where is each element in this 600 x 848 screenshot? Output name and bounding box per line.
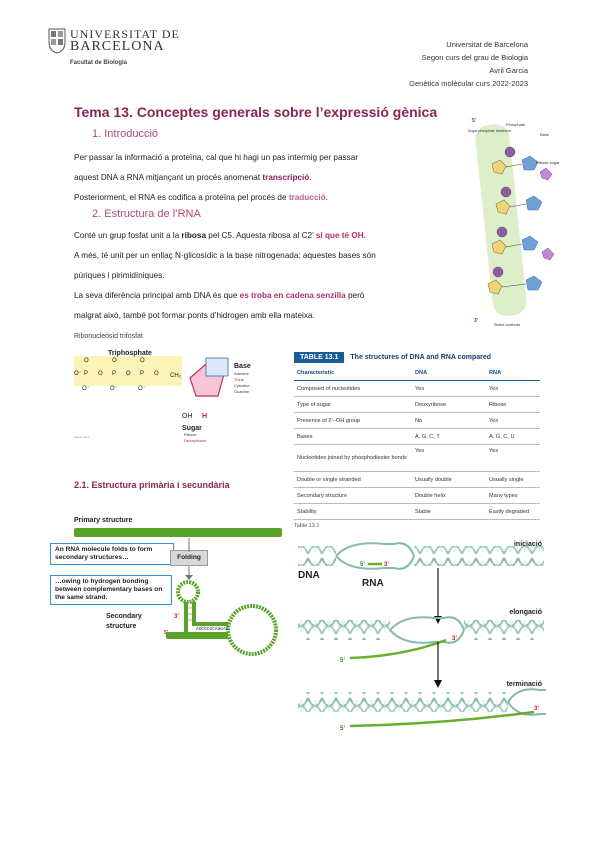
table-caption: Table 13.1 [294,523,320,529]
label-base: Base [540,132,550,137]
keyword-ribosa: ribosa [181,231,206,240]
transcription-figure [294,536,554,736]
rna-strand-figure [466,112,558,328]
atom-o-minus: O⁻ [74,371,82,377]
label-3prime: 3’ [384,562,390,568]
secondary-structure-diagram [150,580,290,660]
table-cell: Usually double [412,472,486,488]
annotation-folds: An RNA molecule folds to form secondary structures… [50,543,174,565]
label-deoxyribose: Deoxyribose [184,438,207,443]
university-logo-icon [48,28,66,54]
table-row [294,445,540,472]
table-cell: Double helix [412,488,486,504]
header-line: Universitat de Barcelona [446,40,528,49]
table-cell: Double or single stranded [294,472,412,488]
atom-o: O [98,371,103,377]
nucleotide-figure [74,346,280,444]
dna-rna-table [294,352,540,529]
section-heading-structure: 2.1. Estructura primària i secundària [74,480,230,490]
label-ribose: Ribose [184,432,197,437]
table-badge: TABLE 13.1 [294,352,344,363]
faculty-name: Facultat de Biologia [70,60,128,66]
header-info [409,38,528,90]
intro-paragraph [74,148,454,208]
section-heading-intro: 1. Introducció [92,128,159,140]
header-line: Genètica molècular curs 2022-2023 [409,79,528,88]
end-5prime: 5' [164,630,168,636]
keyword-oh: sí que té OH. [315,231,366,240]
primary-sequence: AUCGCGCAUGACGCGUUAUCGCGAUAGCCCGCAUGACGAUUCGGA [84,537,220,543]
label-dna: DNA [298,570,320,581]
label-oh: OH [182,413,193,420]
univ-line1: UNIVERSITAT DE [70,27,180,41]
table-cell: Yes [486,413,540,429]
strand-3prime: 3' [474,318,478,324]
table-cell: Presence of 2’–OH group [294,413,412,429]
table-cell: No [412,413,486,429]
table-cell: Easily degraded [486,504,540,520]
label-elongacio: elongació [509,609,542,616]
section-heading-rna: 2. Estructura de l’RNA [92,208,201,220]
text-line [74,168,454,188]
table-header: DNA [412,365,486,381]
table-cell: Yes [412,381,486,397]
folding-arrow-icon [184,538,194,552]
atom-o: O [126,371,131,377]
figure-footnote: Figure 13.1 ... [74,435,93,439]
univ-line2: BARCELONA [70,39,165,54]
table-header: RNA [486,365,540,381]
atom-o: O [112,358,117,364]
table-title: The structures of DNA and RNA compared [350,354,492,361]
text-line: A més, té unit per un enllaç N-glicosídic a la base nitrogenada: aquestes bases són [74,251,376,260]
table-cell: Usually single [486,472,540,488]
label-phosphate: Phosphate [506,122,526,127]
label-sugar: Sugar [182,425,202,432]
table-cell: Stability [294,504,412,520]
atom-o: O [84,358,89,364]
table [294,365,540,520]
group-ch2: CH₂ [170,373,181,379]
text: però [345,291,365,300]
atom-o-minus: O⁻ [82,386,90,392]
table-cell: Ribose [486,397,540,413]
table-cell: A, G, C, U [486,429,540,445]
table-cell: Secondary structure [294,488,412,504]
text-line: malgrat això, també pot formar ponts d’hidrogen amb ella mateixa. [74,311,315,320]
label-5prime: 5’ [340,658,346,664]
text: Conté un grup fosfat unit a la [74,231,182,240]
table-cell: Bases [294,429,412,445]
label-5prime: 5’ [360,562,366,568]
annotation-hydrogen: …owing to hydrogen bonding between complementary bases on the same strand. [50,575,172,605]
text: . [309,173,312,182]
label-3prime: 3’ [534,706,540,712]
text-line [74,188,454,208]
table-row [294,413,540,429]
table-row [294,381,540,397]
text: aquest DNA a RNA mitjançant un procés anomenat [74,173,263,182]
atom-o: O [140,358,145,364]
atom-o-minus: O⁻ [138,386,146,392]
university-name [70,28,180,54]
folding-badge: Folding [170,550,208,566]
primary-sequence-bar [74,528,282,543]
label-h: H [202,413,208,420]
table-cell: Nucleotides joined by phosphodiester bonds [294,445,412,472]
primary-structure-label: Primary structure [74,517,133,524]
table-cell: Yes [412,445,486,472]
table-cell: Composed of nucleotides [294,381,412,397]
end-3prime: 3' [174,614,179,620]
strand-5prime: 5' [472,118,476,124]
table-row [294,504,540,520]
table-cell: Yes [486,445,540,472]
atom-p: P [84,371,89,377]
base-option: Adenine [234,371,249,376]
table-cell: Stable [412,504,486,520]
table-row [294,397,540,413]
secondary-bottom-strand [166,632,228,639]
atom-o: O [154,371,159,377]
label-rna: RNA [362,578,384,589]
label-triphosphate: Triphosphate [108,350,152,357]
base-option: Guanine [234,389,250,394]
header-line: Segon curs del grau de Biologia [421,53,528,62]
rna-paragraph [74,226,454,326]
table-row [294,488,540,504]
text-line: Per passar la informació a proteïna, cal que hi hagi un pas intermig per passar [74,153,358,162]
text: pel C5. Aquesta ribosa al C2’ [206,231,316,240]
ribonucleoside-caption: Ribonucleòsid trifosfat [74,333,143,340]
atom-o-minus: O⁻ [110,386,118,392]
label-iniciacio: iniciació [513,541,542,548]
atom-p: P [112,371,117,377]
text-line [74,226,454,246]
text: Posteriorment, el RNA es codifica a proteïna pel procés de [74,193,289,202]
label-5prime: 5’ [340,726,346,732]
text-line: púriques i pirimidíniques. [74,271,165,280]
table-header-row [294,365,540,381]
table-cell: Many types [486,488,540,504]
label-ribose: Ribose sugar [536,160,560,165]
text: . [325,193,328,202]
page-title: Tema 13. Conceptes generals sobre l’expressió gènica [74,104,438,120]
table-cell: Deoxyribose [412,397,486,413]
base-option: Thine [234,377,245,382]
base-option: Cytosine [234,383,250,388]
label-base: Base [234,363,251,370]
table-header: Characteristic [294,365,412,381]
folding-down-arrow-icon [184,566,194,580]
keyword-traduccio: traducció [288,193,326,202]
table-row [294,472,540,488]
header-line: Avril Garcia [489,66,528,75]
label-terminacio: terminació [506,681,542,688]
keyword-cadena-senzilla: es troba en cadena senzilla [239,291,346,300]
table-cell: Type of sugar [294,397,412,413]
keyword-transcripcio: transcripció [262,173,310,182]
label-backbone: Sugar-phosphate backbone [468,129,512,133]
text-line [74,286,454,306]
text: La seva diferència principal amb DNA és que [74,291,240,300]
atom-p: P [140,371,145,377]
table-row [294,429,540,445]
label-3prime: 3’ [452,636,458,642]
label-strand-continues: Strand continues [494,323,521,327]
secondary-seq: AUCGCGCAUGAC [196,627,229,632]
secondary-structure-label: Secondary structure [106,613,142,630]
table-cell: Yes [486,381,540,397]
table-cell: A, G, C, T [412,429,486,445]
